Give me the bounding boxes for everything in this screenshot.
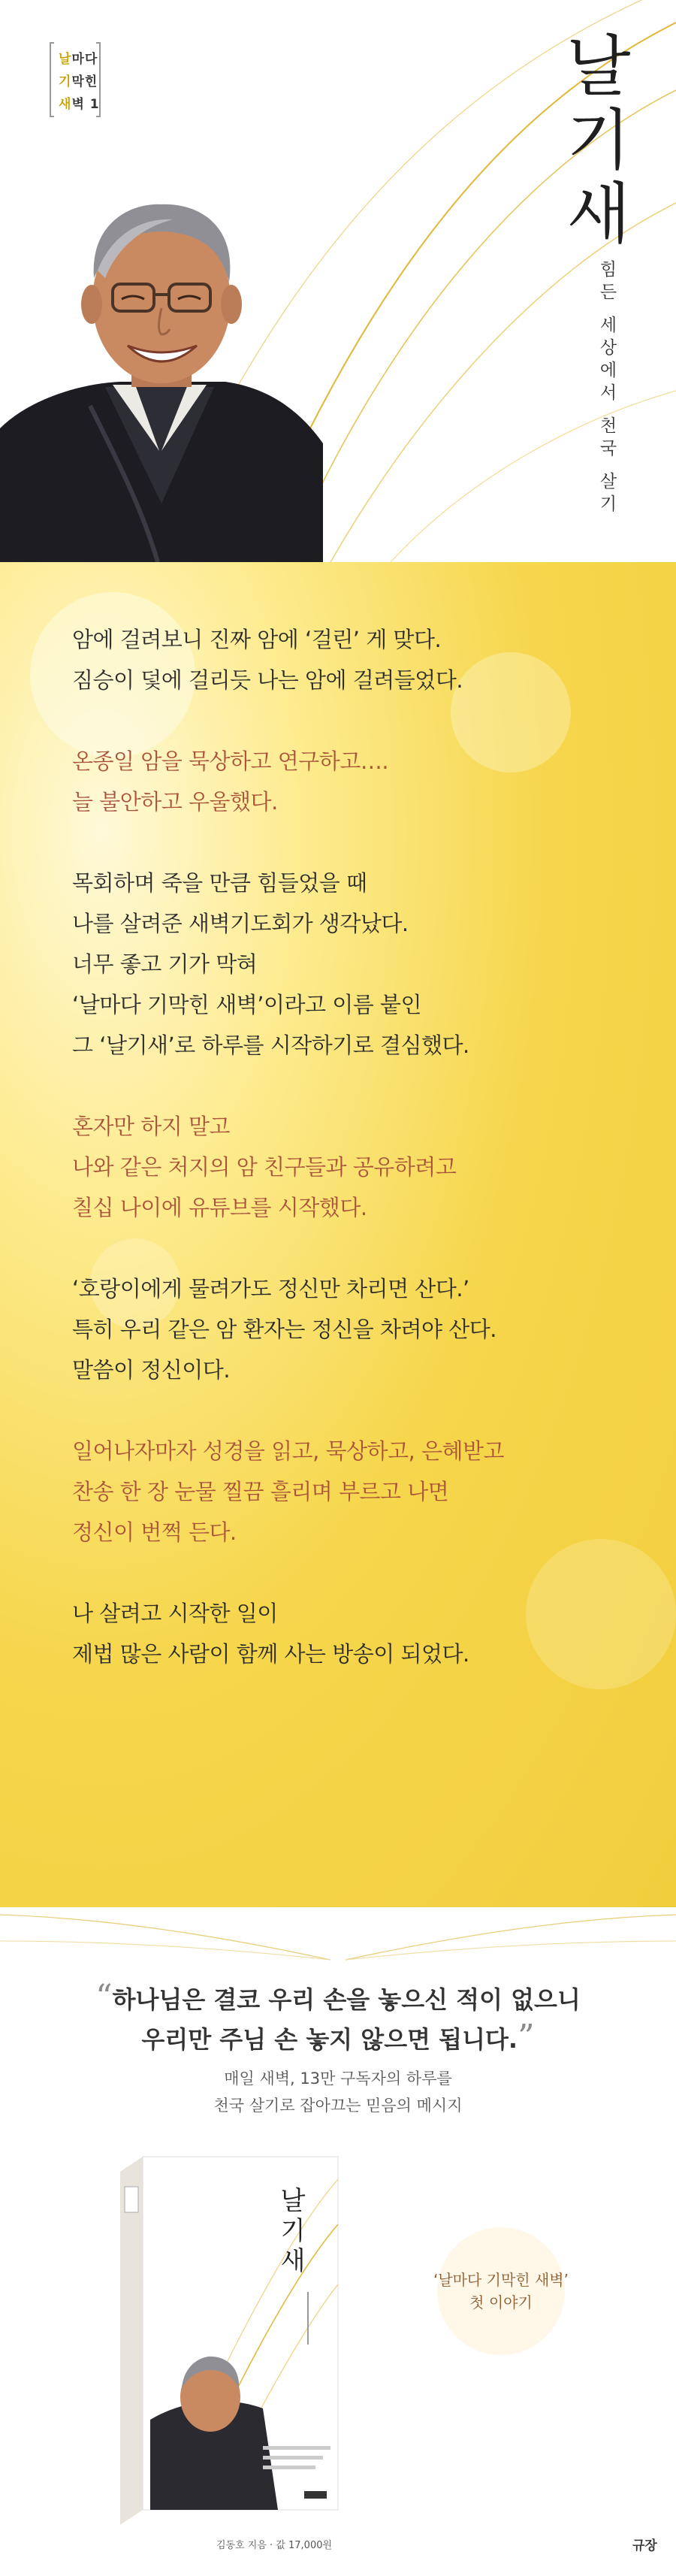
header-section: [0, 0, 676, 562]
poem-line: 혼자만 하지 말고: [72, 1114, 231, 1139]
poem-line: 나 살려고 시작한 일이: [72, 1601, 278, 1626]
author-portrait-image: [0, 180, 323, 562]
book-cover-image: [105, 2149, 458, 2529]
desc-line-1: 매일 새벽, 13만 구독자의 하루를: [224, 2070, 452, 2088]
title-char: 새: [566, 175, 631, 252]
poem-line: 목회하며 죽을 만큼 힘들었을 때: [72, 870, 367, 896]
svg-text:날: 날: [280, 2186, 306, 2216]
svg-text:새: 새: [280, 2246, 306, 2276]
series-line-1: 날마다: [59, 52, 98, 67]
poem-line: 암에 걸려보니 진짜 암에 ‘걸린’ 게 맞다.: [72, 627, 442, 652]
poem-line: 특히 우리 같은 암 환자는 정신을 차려야 산다.: [72, 1317, 496, 1342]
series-line-3: 새벽 1: [59, 97, 100, 112]
highlight-quote: [0, 1979, 676, 2058]
poem-line: 그 ‘날기새’로 하루를 시작하기로 결심했다.: [72, 1033, 469, 1058]
book-subtitle: 힘 든 세 상 에 서 천 국 살 기: [599, 260, 617, 514]
poem-stanza: [72, 1106, 643, 1228]
poem-line: ‘날마다 기막힌 새벽’이라고 이름 붙인: [72, 992, 422, 1017]
title-char: 날: [566, 28, 631, 105]
quote-open-mark: “: [95, 1978, 113, 2016]
poem-line: 짐승이 덫에 걸리듯 나는 암에 걸려들었다.: [72, 667, 463, 693]
poem-text: [72, 619, 643, 1715]
author-price-text: 김동호 지음 · 값 17,000원: [216, 2540, 333, 2551]
poem-stanza: [72, 1593, 643, 1674]
poem-line: 온종일 암을 묵상하고 연구하고….: [72, 748, 389, 774]
poem-line: 찬송 한 장 눈물 찔끔 흘리며 부르고 나면: [72, 1479, 449, 1504]
book-title: [557, 30, 640, 251]
series-label: [50, 42, 101, 117]
poem-section: [0, 562, 676, 1907]
poem-line: 나와 같은 처지의 암 친구들과 공유하려고: [72, 1154, 457, 1180]
svg-text:기: 기: [280, 2216, 306, 2246]
footer-section: [0, 1907, 676, 2576]
series-line-2: 기막힌: [59, 74, 98, 89]
publisher-logo: 규장: [632, 2538, 657, 2553]
poem-line: 일어나자마자 성경을 읽고, 묵상하고, 은혜받고: [72, 1438, 505, 1464]
poem-line: ‘호랑이에게 물려가도 정신만 차리면 산다.’: [72, 1276, 469, 1302]
desc-line-2: 천국 살기로 잡아끄는 믿음의 메시지: [213, 2097, 463, 2115]
poem-line: 늘 불안하고 우울했다.: [72, 789, 278, 815]
badge-line-2: 첫 이야기: [469, 2293, 533, 2311]
poem-line: 칠십 나이에 유튜브를 시작했다.: [72, 1195, 367, 1220]
series-badge: [433, 2227, 569, 2355]
poem-line: 정신이 번쩍 든다.: [72, 1519, 237, 1545]
poem-stanza: [72, 1268, 643, 1390]
poem-line: 말씀이 정신이다.: [72, 1357, 231, 1383]
title-char: 기: [566, 101, 631, 179]
poem-line: 너무 좋고 기가 막혀: [72, 951, 258, 977]
quote-line-2: 우리만 주님 손 놓지 않으면 됩니다.: [141, 2025, 518, 2054]
quote-line-1: 하나님은 결코 우리 손을 놓으신 적이 없으니: [112, 1985, 581, 2014]
quote-close-mark: ”: [518, 2018, 535, 2056]
poem-line: 나를 살려준 새벽기도회가 생각났다.: [72, 911, 409, 936]
badge-line-1: ‘날마다 기막힌 새벽’: [433, 2271, 569, 2289]
poem-stanza: [72, 863, 643, 1066]
poem-stanza: [72, 1431, 643, 1553]
poem-line: 제법 많은 사람이 함께 사는 방송이 되었다.: [72, 1641, 469, 1667]
poem-stanza: [72, 741, 643, 822]
book-description: [0, 2065, 676, 2119]
poem-stanza: [72, 619, 643, 700]
